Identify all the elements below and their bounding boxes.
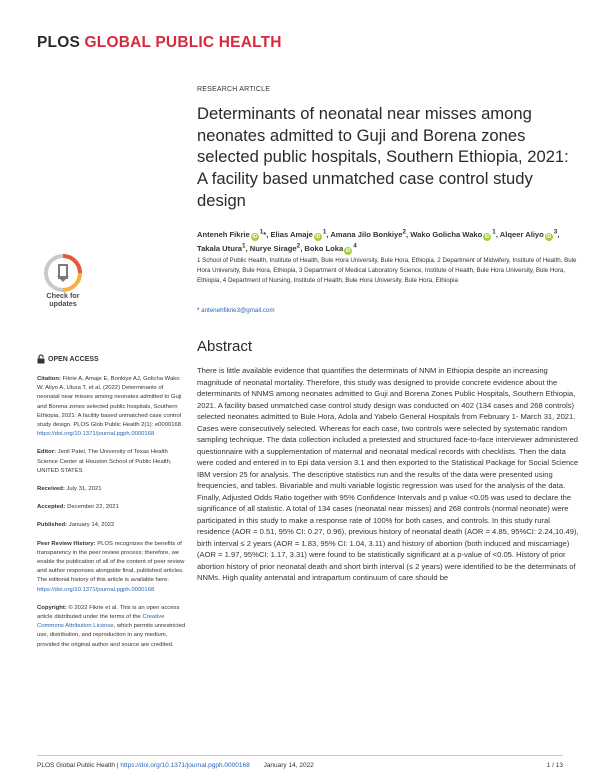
published-label: Published: — [37, 522, 68, 529]
abstract-body: There is little available evidence that quantifies the determinats of NNM in Ethiopia despite an increasing magnitude of neonatal mortality. Therefore, this study was designed to provide concrete evidence about the determinants of NNMS among neonates admitted to Guji and Borena Zones Public Hospitals, Southern Ethiopia, 2021. A facility based unmatched case control study design was conducted on 402 (134 cases and 268 controls) selected neonates admitted to Bule Hora, Adola and Yabelo General Hospitals from February 1- March 31, 2021. Cases were consecutively selected. Whereas for each case, two controls were selected by systematic random sampling technique. The data collection included a pretested and structured face-to-face interviewer administered questionnaire with a supplementation of maternal and neonatal medical records with checklists. Then the data were coded and entered in to Epi data version 3.1 and then exported to the Statistical Package for Social Science IBM version 25 for analysis. The descriptive statistics run and the results of the data were presented using frequencies, and tables. Bivariable and multi variable logistic regression was used for the analysis of the data. Finally, Adjusted Odds Ratio together with 95% Confidence Intervals and p value <0.05 was used to declare the significance of all statistic. A total of 134 cases (neonatal near misses) and 268 controls (normal neonate) were participated in this study to make a response rate of 100% for both cases, and controls. In this study rural residence (AOR = 0.51, 95% CI: 0.27, 0.96), previous history of neonatal death (AOR = 4.85, 95%CI: 2.24,10.49), birth interval ≤ 2 years (AOR = 1.83, 95% CI: 1.04, 3.11) and history of abortion (both induced and miscarriage) (AOR = 1.97, 95%CI: 1.17, 3.31) were found to be statistically significant at a p-value of <0.05. History of prior abortion history of prior neonatal death and short birth interval (≤ 2 years) were identified to be the determinats of NNMs. High quality antenatal and intrapartum continuum of care should be — [197, 366, 579, 582]
editor-block — [37, 448, 187, 476]
received-label: Received: — [37, 486, 65, 493]
article-title: Determinants of neonatal near misses among neonates admitted to Guji and Borena zones selected public hospitals, Southern Ethiopia, 2021: A facility based unmatched case control study design — [197, 104, 569, 210]
author-name: Nurye Sirage — [249, 244, 297, 254]
published-block — [37, 521, 187, 530]
author-separator: , — [245, 244, 250, 254]
author-name: Wako Golicha Wako — [410, 229, 483, 239]
author[interactable] — [500, 230, 560, 239]
author-name: Elias Amaje — [270, 229, 313, 239]
check-line-1: Check for — [46, 291, 80, 300]
orcid-icon[interactable]: iD — [546, 233, 552, 240]
author[interactable] — [197, 230, 270, 239]
copyright-label: Copyright: — [37, 604, 67, 611]
peer-review-label: Peer Review History: — [37, 540, 96, 547]
accepted-label: Accepted: — [37, 504, 66, 511]
copyright-text-post: , which permits unrestricted use, distribution, and reproduction in any medium, provided the original author and source are credited. — [37, 623, 186, 648]
author[interactable] — [304, 244, 356, 253]
copyright-block — [37, 604, 187, 650]
author-name: Anteneh Fikrie — [197, 229, 250, 239]
footer-journal: PLOS Global Public Health — [37, 762, 116, 769]
citation-doi-link[interactable]: https://doi.org/10.1371/journal.pgph.0000168 — [37, 431, 155, 438]
author[interactable] — [270, 230, 330, 239]
corresponding-marker: * — [263, 229, 267, 239]
author[interactable] — [197, 244, 250, 253]
author[interactable] — [250, 244, 305, 253]
footer-divider — [37, 755, 563, 756]
orcid-icon[interactable]: iD — [484, 233, 490, 240]
accepted-block — [37, 503, 187, 512]
author-separator: , — [300, 244, 305, 254]
citation-block — [37, 375, 187, 439]
check-for-updates-badge[interactable] — [38, 254, 88, 312]
author[interactable] — [330, 230, 410, 239]
affiliation-marker: 1 — [259, 228, 264, 235]
open-lock-icon — [37, 354, 45, 364]
email-link[interactable]: antenehfikrie3@gmail.com — [201, 307, 275, 314]
open-access-badge — [37, 354, 99, 364]
article-type: RESEARCH ARTICLE — [197, 86, 271, 93]
footer-date: January 14, 2022 — [263, 762, 314, 769]
peer-review-text: PLOS recognizes the benefits of transparency in the peer review process; therefore, we enable the publication of all of the content of peer review and author responses alongside final, published articles. The editorial history of this article is available here: — [37, 540, 185, 584]
corresponding-email — [197, 307, 275, 314]
author-name: Amana Jilo Bonkiye — [330, 229, 403, 239]
orcid-icon[interactable]: iD — [252, 233, 258, 240]
citation-text: Fikrie A, Amaje E, Bonkiye AJ, Golicha Wako W, Aliyo A, Utura T, et al. (2022) Determinants of neonatal near misses among neonates admitted to Guji and Borena zones selected public hospitals, Southern Ethiopia, 2021: A facility based unmatched case control study design. PLOS Glob Public Health 2(1): e0000168. — [37, 376, 183, 429]
affiliation-marker: 4 — [353, 242, 357, 250]
published-date: January 14, 2022 — [68, 522, 115, 529]
affiliation-marker: 1 — [242, 242, 246, 250]
author-name: Boko Loka — [304, 244, 344, 254]
footer-separator: | — [115, 762, 121, 769]
check-for-updates-icon — [44, 254, 82, 292]
author-separator: , — [557, 229, 560, 239]
abstract-heading: Abstract — [197, 338, 253, 355]
journal-logo[interactable] — [37, 34, 282, 52]
check-line-2: updates — [49, 299, 77, 309]
orcid-icon[interactable]: iD — [315, 233, 321, 240]
logo-plos: PLOS — [37, 34, 81, 51]
author-separator: , — [266, 229, 271, 239]
author-separator: , — [495, 229, 500, 239]
cc-license-link[interactable]: Creative Commons Attribution License — [37, 614, 165, 630]
author-separator: , — [406, 229, 411, 239]
author-list — [197, 226, 577, 255]
author-separator: , — [326, 229, 331, 239]
footer-doi-link[interactable]: https://doi.org/10.1371/journal.pgph.0000168 — [120, 762, 250, 769]
editor-text: Jenil Patel, The University of Texas Health Science Center at Houston School of Public Health, UNITED STATES — [37, 449, 172, 474]
received-block — [37, 485, 187, 494]
affiliation-marker: 2 — [402, 228, 407, 235]
orcid-icon[interactable]: iD — [345, 248, 351, 255]
accepted-date: December 22, 2021 — [67, 504, 119, 511]
peer-review-doi-link[interactable]: https://doi.org/10.1371/journal.pgph.0000168 — [37, 586, 155, 593]
email-marker: * — [197, 307, 202, 314]
page-footer — [37, 762, 563, 769]
received-date: July 31, 2021 — [66, 486, 102, 493]
peer-review-block — [37, 540, 187, 595]
logo-journal-name: GLOBAL PUBLIC HEALTH — [84, 34, 282, 51]
affiliation-marker: 3 — [553, 228, 558, 235]
affiliation-marker: 1 — [492, 228, 496, 235]
page-number: 1 / 13 — [546, 762, 563, 769]
author-name: Takala Utura — [197, 244, 243, 254]
copyright-text-pre: © 2022 Fikrie et al. This is an open access article distributed under the terms of the — [37, 604, 180, 621]
affiliation-marker: 2 — [296, 242, 301, 250]
citation-label: Citation: — [37, 376, 61, 382]
affiliations: 1 School of Public Health, Institute of Health, Bule Hora University, Bule Hora, Ethiopia, 2 Department of Midwifery, Institute of Health, Bule Hora University, Bule Hora, Ethiopia, 3 Department of Medical Laboratory Science, Institute of Health, Bule Hora University, Bule Hora, Ethiopia, 4 Department of Nursing, Institute of Health, Bule Hora University, Bule Hora, Ethiopia — [197, 257, 577, 285]
affiliation-marker: 1 — [322, 228, 327, 235]
open-access-label: OPEN ACCESS — [48, 355, 99, 363]
author-name: Alqeer Aliyo — [499, 229, 544, 239]
article-info-sidebar — [37, 375, 187, 659]
author[interactable] — [410, 230, 500, 239]
editor-label: Editor: — [37, 449, 56, 456]
